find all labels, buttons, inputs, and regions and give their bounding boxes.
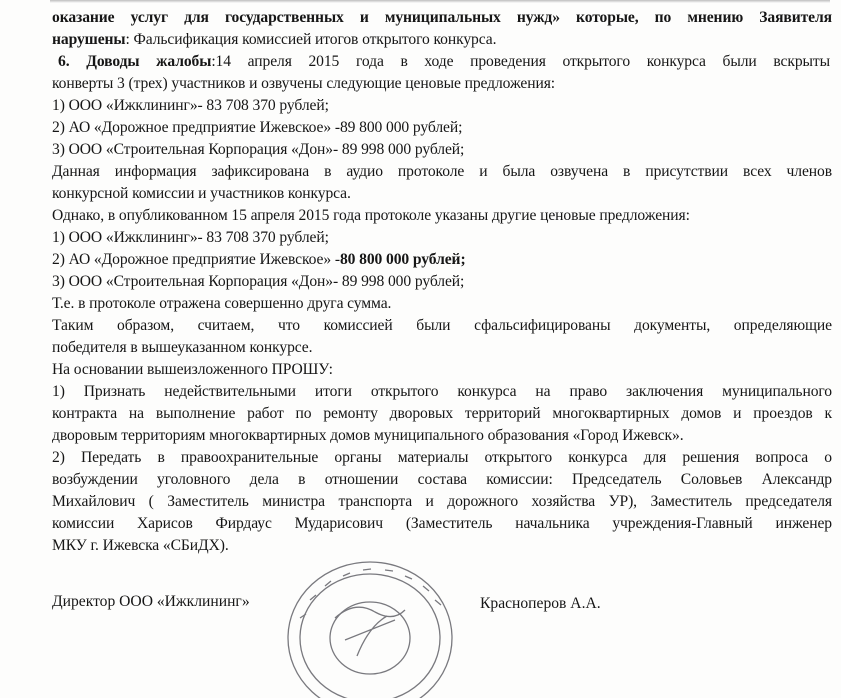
text-line-3 [58,52,830,72]
request-item-2-line-1: 2) Передать в правоохранительные органы материалы открытого конкурса для решения вопроса о [52,449,832,466]
request-heading: На основании вышеизложенного ПРОШУ: [52,361,333,378]
text-line-4: конверты 3 (трех) участников и озвучены следующие ценовые предложения: [52,75,556,92]
request-item-2-line-3: Михайлович ( Заместитель министра транспорта и дорожного хозяйства УР), Заместитель председателя [52,493,832,510]
text-line-15: Таким образом, считаем, что комиссией были сфальсифицированы документы, определяющие [52,317,832,334]
signer-position: Директор ООО «Ижклининг» [52,593,250,610]
text-line-10: Однако, в опубликованном 15 апреля 2015 года протоколе указаны другие ценовые предложения: [52,207,690,224]
request-item-1-line-3: дворовым территориям многоквартирных домов муниципального образования «Город Ижевск». [52,427,684,444]
protocol-item-1: 1) ООО «Ижклининг»- 83 708 370 рублей; [52,229,329,246]
bid-item-3: 3) ООО «Строительная Корпорация «Дон»- 89 998 000 рублей; [52,141,465,158]
protocol-item-2-amount: 80 800 000 рублей; [339,251,466,268]
text-line-16: победителя в вышеуказанном конкурсе. [52,339,313,356]
section-6-heading: 6. Доводы жалобы [58,53,212,70]
request-item-1-line-1: 1) Признать недействительными итоги открытого конкурса на право заключения муниципального [52,383,832,400]
text-line-8: Данная информация зафиксирована в аудио протоколе и была озвучена в присутствии всех членов [52,163,832,180]
section-6-text: :14 апреля 2015 года в ходе проведения открытого конкурса были вскрыты [211,53,830,70]
protocol-item-3: 3) ООО «Строительная Корпорация «Дон»- 89 998 000 рублей; [52,273,465,290]
round-seal-stamp-icon [275,548,465,698]
text-line-14: Т.е. в протоколе отражена совершенно друга сумма. [52,295,392,312]
request-item-2-line-4: комиссии Харисов Фирдаус Мударисович (Заместитель начальника учреждения-Главный инженер [52,515,832,532]
request-item-2-line-2: возбуждении уголовного дела в отношении состава комиссии: Председатель Соловьев Александр [52,471,832,488]
request-item-2-line-5: МКУ г. Ижевска «СБиДХ). [52,537,229,554]
violation-text: : Фальсификация комиссией итогов открытого конкурса. [125,31,497,48]
protocol-item-2 [52,250,832,270]
text-line-1: оказание услуг для государственных и муниципальных нужд» которые, по мнению Заявителя [52,9,832,26]
text-line-9: конкурсной комиссии и участников конкурса. [52,185,351,202]
label-violated: нарушены [52,31,126,48]
protocol-item-2-text: 2) АО «Дорожное предприятие Ижевское» - [52,251,340,268]
bid-item-1: 1) ООО «Ижклининг»- 83 708 370 рублей; [52,97,329,114]
request-item-1-line-2: контракта на выполнение работ по ремонту дворовых территорий многоквартирных домов и проездов к [52,405,832,422]
scan-top-edge [50,0,830,3]
signer-name: Красноперов А.А. [480,595,601,612]
text-line-2 [52,30,832,50]
bid-item-2: 2) АО «Дорожное предприятие Ижевское» -89 800 000 рублей; [52,119,463,136]
